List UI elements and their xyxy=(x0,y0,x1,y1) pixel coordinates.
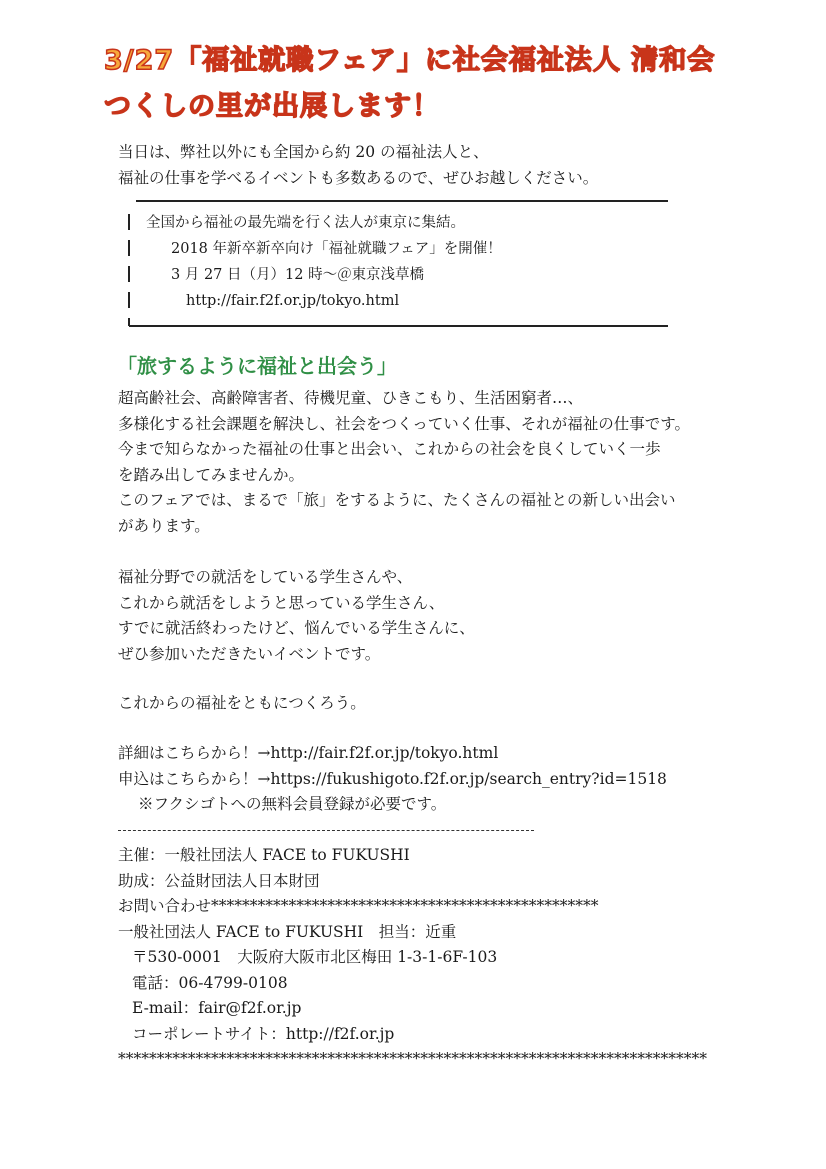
event-info-line: 3 月 27 日（月）12 時～＠東京浅草橋 xyxy=(171,267,425,283)
event-info-box xyxy=(126,200,669,327)
contact-address: 〒530-0001 大阪府大阪市北区梅田 1-3-1-6F-103 xyxy=(132,948,498,966)
headline-line-1: 3/27「福祉就職フェア」に社会福祉法人 清和会 xyxy=(104,45,716,76)
body-line: すでに就活終わったけど、悩んでいる学生さんに、 xyxy=(118,619,475,637)
details-link[interactable]: 詳細はこちらから！→http://fair.f2f.or.jp/tokyo.html xyxy=(118,744,499,762)
registration-note: ※フクシゴトへの無料会員登録が必要です。 xyxy=(138,795,447,813)
links-block xyxy=(118,741,667,818)
contact-email[interactable]: E-mail：fair@f2f.or.jp xyxy=(132,999,302,1017)
body-line: を踏み出してみませんか。 xyxy=(118,465,305,484)
contact-phone: 電話：06-4799-0108 xyxy=(132,973,288,992)
intro-line: 福祉の仕事を学べるイベントも多数あるので、ぜひお越しください。 xyxy=(118,168,599,187)
contact-org-line: 一般社団法人 FACE to FUKUSHI 担当：近重 xyxy=(118,922,457,941)
box-bottom-rule xyxy=(129,325,668,327)
closing-rule: **************************************************************************** xyxy=(118,1050,707,1068)
body-line: 今まで知らなかった福祉の仕事と出会い、これからの社会を良くしていく一歩 xyxy=(118,440,661,458)
event-info-line: 2018 年新卒新卒向け「福祉就職フェア」を開催！ xyxy=(171,241,502,257)
apply-link[interactable]: 申込はこちらから！→https://fukushigoto.f2f.or.jp/search_entry?id=1518 xyxy=(118,769,667,788)
body-line: 多様化する社会課題を解決し、社会をつくっていく仕事、それが福祉の仕事です。 xyxy=(118,414,690,433)
body-line: ぜひ参加いただきたいイベントです。 xyxy=(118,644,381,663)
body-line: 福祉分野での就活をしている学生さんや、 xyxy=(118,568,413,586)
slogan: これからの福祉をともにつくろう。 xyxy=(118,694,366,712)
footer-block xyxy=(118,843,707,1073)
body-line: これから就活をしようと思っている学生さん、 xyxy=(118,593,445,612)
body-line: 超高齢社会、高齢障害者、待機児童、ひきこもり、生活困窮者…、 xyxy=(118,389,584,407)
intro-line: 当日は、弊社以外にも全国から約 20 の福祉法人と、 xyxy=(118,143,489,161)
dashed-divider xyxy=(118,830,534,831)
event-url-link[interactable]: http://fair.f2f.or.jp/tokyo.html xyxy=(186,293,400,309)
box-left-rule xyxy=(128,240,130,256)
event-info-line: 全国から福祉の最先端を行く法人が東京に集結。 xyxy=(146,215,465,231)
headline-line-2: つくしの里が出展します！ xyxy=(104,91,440,122)
section-title: 「旅するように福祉と出会う」 xyxy=(117,354,397,378)
body-paragraph-2 xyxy=(118,565,475,667)
support-line: 助成：公益財団法人日本財団 xyxy=(118,871,320,890)
body-line: このフェアでは、まるで「旅」をするように、たくさんの福祉との新しい出会い xyxy=(118,491,676,509)
box-left-rule xyxy=(128,266,130,282)
intro-paragraph xyxy=(118,140,598,191)
box-top-rule xyxy=(136,200,668,202)
box-left-rule xyxy=(128,292,130,308)
contact-website[interactable]: コーポレートサイト：http://f2f.or.jp xyxy=(132,1024,395,1043)
organizer-line: 主催：一般社団法人 FACE to FUKUSHI xyxy=(118,846,410,864)
box-left-rule xyxy=(128,214,130,230)
inquiry-header: お問い合わせ************************************************** xyxy=(118,897,599,915)
event-info-lines xyxy=(146,210,502,314)
body-line: があります。 xyxy=(118,516,210,535)
body-paragraph-1 xyxy=(118,386,690,539)
